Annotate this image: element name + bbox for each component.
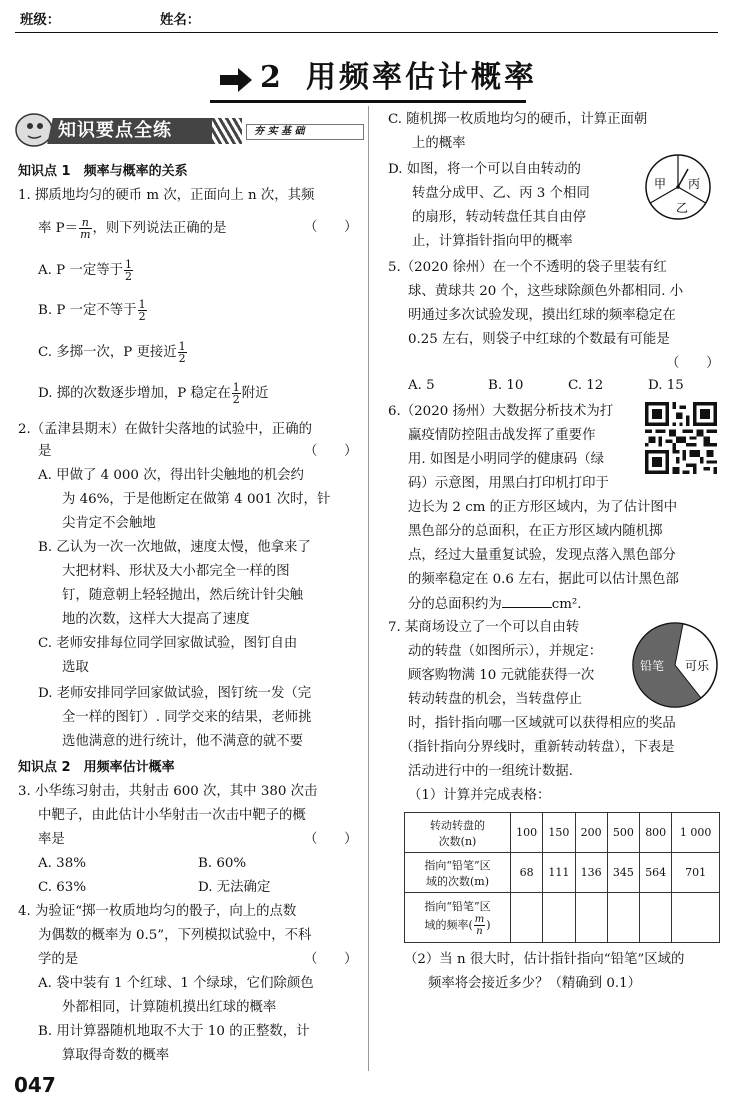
q7-line6: （指针指向分界线时，重新转动转盘），下表是: [400, 740, 675, 755]
header-rule: [15, 32, 718, 33]
q5-option-c: C. 12: [568, 378, 604, 393]
page-number: 047: [14, 1073, 56, 1097]
q1-option-b: B. P 一定不等于 $\frac{1}{2}$: [38, 298, 146, 323]
q2-b2: 大把材料、形状及大小都完全一样的图: [62, 564, 290, 579]
table-cell: 200: [575, 813, 607, 853]
q1-option-d: D. 掷的次数逐步增加，P 稳定在 $\frac{1}{2}$ 附近: [38, 381, 269, 406]
q4-d2: 转盘分成甲、乙、丙 3 个相同: [412, 186, 590, 201]
q2-line1: 2.（孟津县期末）在做针尖落地的试验中，正确的: [18, 422, 312, 437]
q2-d1: D. 老师安排同学回家做试验，图钉统一发（完: [38, 686, 312, 701]
answer-blank: [502, 594, 552, 608]
q7-sub2b: 频率将会接近多少？（精确到 0.1）: [428, 976, 642, 991]
q3-option-a: A. 38%: [38, 856, 86, 871]
q6-line2: 赢疫情防控阻击战发挥了重要作: [408, 428, 596, 443]
q2-c1: C. 老师安排每位同学回家做试验，图钉自由: [38, 636, 298, 651]
q4-a2: 外都相同，计算随机摸出红球的概率: [62, 1000, 277, 1015]
table-cell: 1 000: [672, 813, 720, 853]
class-label: 班级：: [20, 12, 61, 28]
q3-option-d: D. 无法确定: [198, 880, 271, 895]
table-row: [405, 853, 720, 893]
sector-pencil: 铅笔: [640, 659, 665, 673]
q2-line2: 是: [38, 444, 52, 459]
title-underline: [210, 100, 526, 103]
column-divider: [368, 106, 369, 1071]
q4-a1: A. 袋中装有 1 个红球、1 个绿球，它们除颜色: [38, 976, 314, 991]
q5-option-b: B. 10: [488, 378, 524, 393]
table-cell-empty: [543, 893, 575, 943]
sector-yi: 乙: [676, 201, 689, 215]
q4-line2: 为偶数的概率为 0.5”，下列模拟试验中，不科: [38, 928, 312, 943]
q6-line7: 点，经过大量重复试验，发现点落入黑色部分: [408, 548, 676, 563]
q4-line1: 4. 为验证“掷一枚质地均匀的骰子，向上的点数: [18, 904, 297, 919]
q2-a3: 尖肯定不会触地: [62, 516, 156, 531]
table-cell: 111: [543, 853, 575, 893]
table-row: [405, 813, 720, 853]
sector-cola: 可乐: [685, 659, 710, 673]
q7-line7: 活动进行中的一组统计数据.: [408, 764, 573, 779]
banner-title: 知识要点全练: [58, 120, 172, 141]
knowledge-point-2: 知识点 2 用频率估计概率: [18, 760, 175, 775]
q2-b3: 钉，随意朝上轻轻抛出，然后统计针尖触: [62, 588, 304, 603]
table-header-m: 指向“铅笔”区 域的次数(m): [405, 853, 511, 893]
knowledge-point-1: 知识点 1 频率与概率的关系: [18, 164, 188, 179]
q2-d2: 全一样的图钉）. 同学交来的结果，老师挑: [62, 710, 312, 725]
banner-stripes: [212, 118, 242, 144]
table-cell-empty: [672, 893, 720, 943]
table-cell: 136: [575, 853, 607, 893]
q5-line2: 球、黄球共 20 个，这些球除颜色外都相同. 小: [408, 284, 684, 299]
q5-line4: 0.25 左右，则袋子中红球的个数最有可能是: [408, 332, 670, 347]
q1-option-a: A. P 一定等于 $\frac{1}{2}$: [38, 258, 133, 283]
q4-c1: C. 随机掷一枚质地均匀的硬币，计算正面朝: [388, 112, 648, 127]
q2-paren: （ ）: [304, 444, 358, 459]
q6-line1: 6.（2020 扬州）大数据分析技术为打: [388, 404, 614, 419]
table-header-frequency: 指向“铅笔”区 域的频率( $\frac{m}{n}$ ): [405, 893, 511, 943]
spinner-pencil-cola: [630, 620, 720, 710]
q6-line6: 黑色部分的总面积，在正方形区域内随机掷: [408, 524, 663, 539]
q7-sub1: （1）计算并完成表格：: [408, 788, 551, 803]
fraction-n-over-m: $\frac{n}{m}$: [80, 216, 91, 241]
table-cell: 100: [511, 813, 543, 853]
q2-b4: 地的次数，这样大大提高了速度: [62, 612, 250, 627]
table-cell-empty: [640, 893, 672, 943]
q6-line9: 分的总面积约为 cm².: [408, 594, 582, 615]
q7-line5: 时，指针指向哪一区域就可以获得相应的奖品: [408, 716, 676, 731]
sector-jia: 甲: [654, 177, 667, 191]
table-cell: 68: [511, 853, 543, 893]
q2-a1: A. 甲做了 4 000 次，得出针尖触地的机会约: [38, 468, 304, 483]
q7-line2: 动的转盘（如图所示），并规定：: [408, 644, 603, 659]
section-number: 2: [260, 60, 281, 95]
table-cell-empty: [607, 893, 639, 943]
q6-line8: 的频率稳定在 0.6 左右，据此可以估计黑色部: [408, 572, 679, 587]
q2-c2: 选取: [62, 660, 89, 675]
q6-line4: 码）示意图，用黑白打印机打印于: [408, 476, 609, 491]
banner-subtitle: 夯 实 基 础: [254, 126, 305, 137]
q1-paren: （ ）: [304, 220, 358, 235]
table-header-n: 转动转盘的 次数(n): [405, 813, 511, 853]
q5-option-d: D. 15: [648, 378, 684, 393]
q4-c2: 上的概率: [412, 136, 466, 151]
q4-b1: B. 用计算器随机地取不大于 10 的正整数，计: [38, 1024, 310, 1039]
q3-line2: 中靶子，由此估计小华射击一次击中靶子的概: [38, 808, 306, 823]
q3-line1: 3. 小华练习射击，共射击 600 次，其中 380 次击: [18, 784, 318, 799]
q5-line1: 5.（2020 徐州）在一个不透明的袋子里装有红: [388, 260, 667, 275]
table-cell: 564: [640, 853, 672, 893]
table-cell: 500: [607, 813, 639, 853]
q3-option-b: B. 60%: [198, 856, 247, 871]
table-row: [405, 893, 720, 943]
q7-line1: 7. 某商场设立了一个可以自由转: [388, 620, 580, 635]
q5-option-a: A. 5: [408, 378, 435, 393]
q6-line3: 用. 如图是小明同学的健康码（绿: [408, 452, 604, 467]
q7-line4: 转动转盘的机会，当转盘停止: [408, 692, 583, 707]
table-cell: 800: [640, 813, 672, 853]
q4-line3: 学的是: [38, 952, 79, 967]
table-cell: 150: [543, 813, 575, 853]
table-cell-empty: [511, 893, 543, 943]
q3-line3: 率是: [38, 832, 65, 847]
q7-line3: 顾客购物满 10 元就能获得一次: [408, 668, 595, 683]
q2-d3: 选他满意的进行统计，他不满意的就不要: [62, 734, 304, 749]
q4-d4: 止，计算指针指向甲的概率: [412, 234, 573, 249]
q3-paren: （ ）: [304, 832, 358, 847]
q1-text-2: ，则下列说法正确的是: [92, 221, 227, 236]
spinner-three-sectors: [643, 152, 713, 222]
q2-a2: 为 46%，于是他断定在做第 4 001 次时，针: [62, 492, 331, 507]
arrow-right-icon: [220, 68, 254, 92]
q4-d1: D. 如图，将一个可以自由转动的: [388, 162, 581, 177]
banner: [14, 110, 364, 150]
q1-option-c: C. 多掷一次，P 更接近 $\frac{1}{2}$: [38, 340, 186, 365]
q1-text: 率 P＝: [38, 221, 79, 236]
q4-d3: 的扇形，转动转盘任其自由停: [412, 210, 587, 225]
section-title-text: 用频率估计概率: [306, 60, 537, 95]
table-cell: 701: [672, 853, 720, 893]
q6-line5: 边长为 2 cm 的正方形区域内，为了估计图中: [408, 500, 678, 515]
q2-b1: B. 乙认为一次一次地做，速度太慢，他拿来了: [38, 540, 311, 555]
q4-paren: （ ）: [304, 952, 358, 967]
q1-line1: 1. 掷质地均匀的硬币 m 次，正面向上 n 次，其频: [18, 188, 315, 203]
stats-table: [404, 812, 720, 943]
sector-bing: 丙: [688, 177, 701, 191]
qr-code-image: [645, 402, 717, 474]
q7-sub2a: （2）当 n 很大时，估计指针指向“铅笔”区域的: [404, 952, 685, 967]
table-cell: 345: [607, 853, 639, 893]
q1-line2: [38, 216, 226, 242]
name-label: 姓名：: [160, 12, 201, 28]
q4-b2: 算取得奇数的概率: [62, 1048, 170, 1063]
table-cell-empty: [575, 893, 607, 943]
q5-paren: （ ）: [666, 356, 720, 371]
q5-line3: 明通过多次试验发现，摸出红球的频率稳定在: [408, 308, 676, 323]
q3-option-c: C. 63%: [38, 880, 87, 895]
